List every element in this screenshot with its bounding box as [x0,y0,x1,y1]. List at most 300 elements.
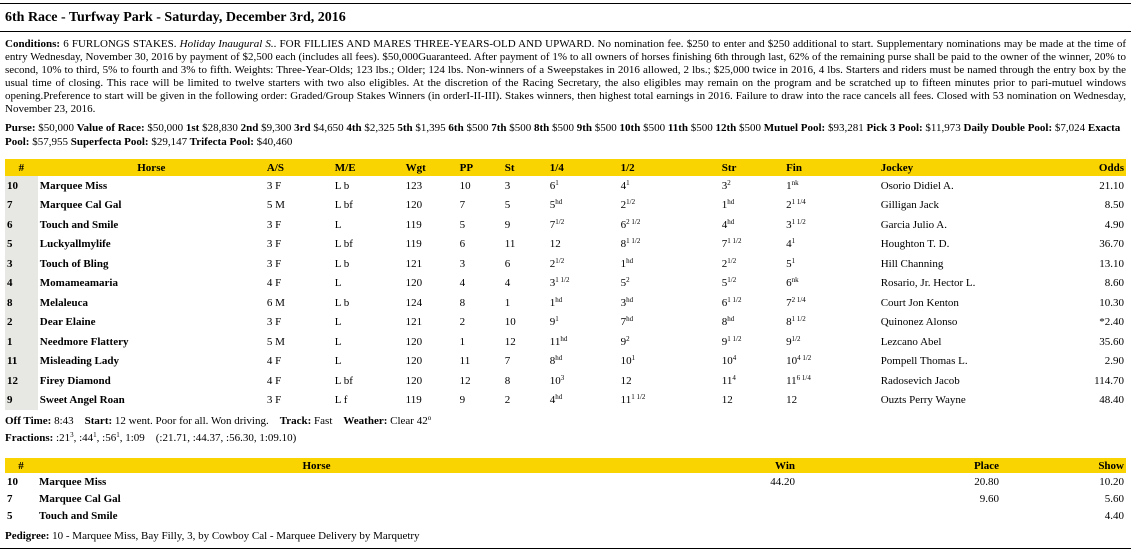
call-position: $5^{1/2}$ [721,276,737,290]
horse-name: Marquee Miss [39,179,108,192]
result-row [5,274,1126,294]
call-position-margin: 1/2 [727,256,737,265]
purse-and-pools [5,121,1126,149]
horse-name: Firey Diamond [39,374,111,387]
purse-value: $50,000 [147,122,184,134]
med-equip: L f [334,394,348,407]
call-position-margin: 1 [791,256,796,265]
call-fin [784,176,879,196]
call-h [619,196,720,216]
call-position-margin: 1/2 [555,256,565,265]
fraction-split-hundredth: 3 [70,431,74,439]
purse-label: 11th [667,122,691,134]
call-position: $11^4$ [721,373,736,387]
call-position: $11^{1 1/2}$ [620,393,646,407]
purse-label: Purse: [5,122,39,134]
odds: *2.40 [1099,316,1124,329]
call-fin [784,215,879,235]
horse-name: Melaleuca [39,296,89,309]
call-position: $8^{hd}$ [549,354,563,368]
program-number: 6 [5,215,38,235]
call-str [720,313,784,333]
call-fin [784,371,879,391]
conditions-label: Conditions: [5,38,61,50]
purse-value: $500 [466,122,489,134]
call-position: $4^1$ [620,178,630,192]
race-conditions [5,38,1126,116]
purse-label: 12th [715,122,740,134]
call-fin [784,313,879,333]
result-row [5,371,1126,391]
call-position-margin: 2 1/2 [626,217,641,226]
call-str [720,371,784,391]
weight: 121 [405,257,423,270]
call-position-margin: 1 [555,315,559,324]
age-sex: 3 F [266,394,282,407]
call-position-margin: 1 1/2 [727,334,742,343]
title-rule [0,31,1131,32]
call-position-margin: 1 1/2 [555,276,570,285]
purse-label: 5th [397,122,416,134]
call-q [548,293,619,313]
call-position-margin: hd [727,198,735,207]
med-equip: L [334,316,342,329]
program-number: 11 [5,352,38,372]
call-str [720,215,784,235]
payout-horse-name: Marquee Miss [39,475,107,488]
payout-program-number: 7 [7,492,13,505]
call-position-margin: 1/2 [727,276,737,285]
post-position: 12 [459,374,471,387]
call-position: $10^3$ [549,373,565,387]
age-sex: 3 F [266,218,282,231]
med-equip: L bf [334,238,353,251]
med-equip: L bf [334,199,353,212]
purse-value: $7,024 [1054,122,1086,134]
call-position-margin: 1 1/4 [791,198,806,207]
purse-label: 2nd [240,122,262,134]
result-row [5,332,1126,352]
call-position: 12 [620,374,632,387]
fraction-split-hundredth: 1 [93,431,97,439]
start-position: 7 [504,355,511,368]
horse-name: Misleading Lady [39,355,119,368]
post-position: 10 [459,179,471,192]
fraction-split: 1:09 [125,432,145,444]
call-q [548,176,619,196]
start-position: 9 [504,218,511,231]
call-position: $1^{hd}$ [620,256,634,270]
post-position: 9 [459,394,466,407]
call-position-margin: hd [555,393,563,402]
program-number: 7 [5,196,38,216]
odds: 36.70 [1099,238,1124,251]
off-time-value: 8:43 [54,415,74,427]
show-payout: 10.20 [1099,475,1124,488]
results-body [5,176,1126,410]
purse-value: $57,955 [32,136,68,148]
payout-row [5,507,1126,524]
payout-program-number: 10 [7,475,18,488]
results-col-header: Odds [1092,159,1126,176]
results-col-header: Str [720,159,784,176]
purse-value: $40,460 [256,136,293,148]
odds: 2.90 [1104,355,1124,368]
conditions-text-a: 6 FURLONGS STAKES. [63,38,177,50]
post-position: 5 [459,218,466,231]
call-position-margin: hd [626,256,634,265]
call-position-margin: 2 [626,276,630,285]
payout-program-number: 5 [7,509,13,522]
call-str [720,235,784,255]
call-position-margin: 1 1/2 [626,237,641,246]
results-col-header: Jockey [879,159,1092,176]
call-str [720,293,784,313]
purse-label: 6th [448,122,467,134]
weight: 119 [405,394,422,407]
call-h [619,254,720,274]
call-position: $11^{6 1/4}$ [786,373,811,387]
purse-value: $500 [739,122,762,134]
horse-name: Momameamaria [39,277,118,290]
call-position: $9^1$ [549,315,559,329]
payout-horse-name: Marquee Cal Gal [39,492,121,505]
call-position: $10^{4 1/2}$ [786,354,812,368]
purse-value: $500 [594,122,617,134]
call-position-margin: 1 [555,178,559,187]
payout-col-header: Horse [37,458,596,473]
call-position-margin: 1 1/2 [791,315,806,324]
odds: 114.70 [1094,374,1124,387]
call-position-margin: hd [727,315,735,324]
jockey: Pompell Thomas L. [880,355,968,368]
call-position: $9^{1/2}$ [786,334,801,348]
result-row [5,196,1126,216]
call-str [720,332,784,352]
call-position: $6^{1 1/2}$ [721,295,742,309]
program-number: 12 [5,371,38,391]
pedigree-line [5,530,420,542]
age-sex: 6 M [266,296,285,309]
purse-value: $500 [643,122,666,134]
call-position-margin: 3 [560,373,565,382]
call-h [619,371,720,391]
post-position: 7 [459,199,466,212]
call-position: $1^{hd}$ [721,198,735,212]
call-position: $11^{hd}$ [549,334,568,348]
bottom-rule [0,548,1131,549]
call-position-margin: 4 [732,354,737,363]
call-position-margin: hd [626,315,634,324]
start-position: 3 [504,179,511,192]
odds: 13.10 [1099,257,1124,270]
results-col-header: 1/4 [548,159,619,176]
program-number: 1 [5,332,38,352]
call-position-margin: hd [626,295,634,304]
fractions-line [5,432,296,444]
call-q [548,352,619,372]
off-time-line [5,415,431,427]
call-position-margin: hd [555,354,563,363]
call-fin [784,352,879,372]
horse-name: Luckyallmylife [39,238,111,251]
payout-table [5,458,1126,524]
call-position: $2^{1/2}$ [721,256,737,270]
call-position: $8^{1 1/2}$ [786,315,806,329]
program-number: 5 [5,235,38,255]
age-sex: 3 F [266,179,282,192]
call-position: $5^2$ [620,276,630,290]
age-sex: 3 F [266,238,282,251]
call-q [548,313,619,333]
jockey: Rosario, Jr. Hector L. [880,277,976,290]
call-position: $2^{1 1/4}$ [786,198,806,212]
place-payout: 9.60 [979,492,999,505]
place-payout: 20.80 [974,475,999,488]
track-value: Fast [314,415,333,427]
call-h [619,235,720,255]
call-position-margin: hd [555,295,563,304]
conditions-text-b: . FOR FILLIES AND MARES THREE-YEARS-OLD AND UPWARD. No nomination fee. $250 to enter and $250 additional to start. Supplementary nominations may be made at the time of entry Wednesday, November 30, 2016 by payment of $2,500 each (includes all fees). $50,000Guaranteed. After payment of 1% to all owners of horses finishing 6th through last, 62% of the remaining purse shall be paid to the owner of the winner, 20% to second, 10% to third, 5% to fourth and 3% to fifth. Weights: Three-Year-Olds; 123 lbs.; Older; 124 lbs. Non-winners of a Sweepstakes in 2016 allowed, 2 lbs.; $25,000 twice in 2016, 4 lbs. Starters and riders must be named through the entry box by the usual time of closing. This race will be limited to twelve starters with two also eligibles. At the discretion of the Racing Secretary, the also eligibles may remain on the program and be scratched up to fifteen minutes prior to pari-mutuel windows opening.Preference to start will be given in the following order: Graded/Group Stakes Winners (in orderI-II-III). Stakes winners, then highest total earnings in 2016. Failure to draw into the race cancels all fees. Closed with 53 nomination on Wednesday, November 23, 2016. [5,38,1127,115]
results-col-header: PP [458,159,503,176]
purse-value: $28,830 [202,122,238,134]
call-position-margin: 1/2 [555,217,565,226]
purse-label: 9th [576,122,595,134]
call-position-margin: 4 [732,373,736,382]
call-position: $2^{1/2}$ [549,256,565,270]
call-position: $2^{1/2}$ [620,198,636,212]
call-h [619,293,720,313]
post-position: 1 [459,335,466,348]
fractions-detail: (:21.71, :44.37, :56.30, 1:09.10) [155,432,297,444]
age-sex: 5 M [266,335,285,348]
horse-name: Marquee Cal Gal [39,199,122,212]
med-equip: L [334,218,342,231]
age-sex: 5 M [266,199,285,212]
weight: 120 [405,277,423,290]
call-h [619,332,720,352]
call-h [619,391,720,411]
place-payout [797,507,1001,524]
call-position: $4^1$ [786,237,796,251]
horse-name: Touch of Bling [39,257,109,270]
call-position: $6^{nk}$ [786,276,799,290]
call-position: $7^{2 1/4}$ [786,295,806,309]
start-position: 5 [504,199,511,212]
call-position-margin: nk [791,178,799,187]
fraction-split-hundredth: 1 [116,431,120,439]
jockey: Quinonez Alonso [880,316,958,329]
program-number: 3 [5,254,38,274]
payout-col-header: # [5,458,37,473]
odds: 21.10 [1099,179,1124,192]
call-position-margin: 2 [727,178,731,187]
weight: 120 [405,335,423,348]
weight: 120 [405,374,423,387]
jockey: Garcia Julio A. [880,218,947,231]
age-sex: 4 F [266,355,282,368]
purse-label: Superfecta Pool: [70,136,152,148]
call-position: $3^{1 1/2}$ [786,217,806,231]
call-str [720,274,784,294]
post-position: 11 [459,355,471,368]
horse-name: Dear Elaine [39,316,96,329]
call-position-margin: 6 1/4 [796,373,811,382]
call-q [548,254,619,274]
result-row [5,391,1126,411]
payout-col-header: Show [1001,458,1126,473]
call-position-margin: hd [560,334,568,343]
results-col-header: A/S [265,159,333,176]
med-equip: L b [334,179,350,192]
call-str [720,391,784,411]
start-position: 12 [504,335,516,348]
call-position: $6^{2 1/2}$ [620,217,641,231]
call-q [548,235,619,255]
purse-label: Value of Race: [76,122,148,134]
start-value: 12 went. Poor for all. Won driving. [114,415,269,427]
results-col-header: 1/2 [619,159,720,176]
payout-body [5,473,1126,524]
horse-name: Touch and Smile [39,218,119,231]
fraction-splits: $:21^3$, $:44^1$, $:56^1$, 1:09 [56,431,145,444]
win-payout: 44.20 [770,475,795,488]
payout-col-header: Place [797,458,1001,473]
call-fin [784,274,879,294]
weather-label: Weather: [343,415,388,427]
call-position: $7^{hd}$ [620,315,634,329]
med-equip: L b [334,257,350,270]
call-position: $7^{1 1/2}$ [721,237,742,251]
age-sex: 3 F [266,257,282,270]
weight: 119 [405,238,422,251]
purse-label: Daily Double Pool: [963,122,1055,134]
purse-value: $500 [509,122,532,134]
call-q [548,196,619,216]
weather-value: Clear 42 [390,415,428,427]
weight: 120 [405,199,423,212]
horse-name: Needmore Flattery [39,335,129,348]
call-position: $3^{hd}$ [620,295,634,309]
program-number: 9 [5,391,38,411]
fractions-label: Fractions: [5,432,54,444]
purse-value: $11,973 [925,122,961,134]
age-sex: 4 F [266,374,282,387]
call-position: $1^{nk}$ [786,178,799,192]
call-position-margin: nk [791,276,799,285]
track-label: Track: [279,415,312,427]
purse-value: $50,000 [38,122,75,134]
purse-value: $2,325 [364,122,395,134]
call-h [619,274,720,294]
start-position: 10 [504,316,516,329]
call-position: $5^{hd}$ [549,198,563,212]
purse-label: Exacta Pool: [5,122,1121,148]
age-sex: 4 F [266,277,282,290]
payout-horse-name: Touch and Smile [39,509,118,522]
call-str [720,196,784,216]
call-fin [784,235,879,255]
call-h [619,313,720,333]
results-col-header: St [503,159,548,176]
pedigree-text: 10 - Marquee Miss, Bay Filly, 3, by Cowboy Cal - Marquee Delivery by Marquetry [52,530,420,542]
call-fin [784,332,879,352]
odds: 10.30 [1099,296,1124,309]
start-position: 11 [504,238,516,251]
call-q [548,371,619,391]
degree-sign: o [427,414,432,422]
fraction-split: $:56^1$ [102,431,120,444]
odds: 8.50 [1104,199,1124,212]
call-position-margin: 1 1/2 [631,393,646,402]
call-position-margin: 1 1/2 [727,295,742,304]
call-position: $4^{hd}$ [549,393,563,407]
call-position: $8^{hd}$ [721,315,735,329]
purse-value: $29,147 [151,136,188,148]
med-equip: L b [334,296,350,309]
purse-value: $4,650 [313,122,344,134]
call-fin [784,254,879,274]
call-position: $3^{1 1/2}$ [549,276,570,290]
purse-label: 8th [533,122,552,134]
call-q [548,332,619,352]
jockey: Ouzts Perry Wayne [880,394,966,407]
purse-label: 3rd [294,122,314,134]
start-position: 8 [504,374,511,387]
program-number: 4 [5,274,38,294]
call-position: $6^1$ [549,178,559,192]
call-str [720,254,784,274]
results-col-header: Fin [784,159,879,176]
purse-value: $1,395 [415,122,446,134]
call-position-margin: 2 1/4 [791,295,806,304]
payout-header-row [5,458,1126,473]
purse-label: Mutuel Pool: [763,122,828,134]
call-position: $1^{hd}$ [549,295,563,309]
post-position: 8 [459,296,466,309]
call-fin [784,391,879,411]
start-position: 1 [504,296,511,309]
call-fin [784,293,879,313]
odds: 8.60 [1104,277,1124,290]
purse-label: Trifecta Pool: [189,136,257,148]
result-row [5,313,1126,333]
post-position: 2 [459,316,466,329]
jockey: Gilligan Jack [880,199,940,212]
call-fin [784,196,879,216]
purse-label: 7th [491,122,510,134]
results-col-header: Wgt [404,159,458,176]
program-number: 2 [5,313,38,333]
call-position: 12 [721,394,733,407]
jockey: Court Jon Kenton [880,296,959,309]
call-position-margin: 1/2 [626,198,636,207]
call-position: 12 [549,238,561,251]
jockey: Houghton T. D. [880,238,950,251]
med-equip: L [334,335,342,348]
horse-name: Sweet Angel Roan [39,394,125,407]
payout-row [5,490,1126,507]
odds: 35.60 [1099,335,1124,348]
fraction-split: $:21^3$ [56,431,74,444]
result-row [5,235,1126,255]
show-payout: 5.60 [1104,492,1124,505]
results-col-header: Horse [38,159,265,176]
result-row [5,293,1126,313]
jockey: Lezcano Abel [880,335,942,348]
call-position-margin: 1 [626,178,630,187]
top-rule [0,3,1131,4]
